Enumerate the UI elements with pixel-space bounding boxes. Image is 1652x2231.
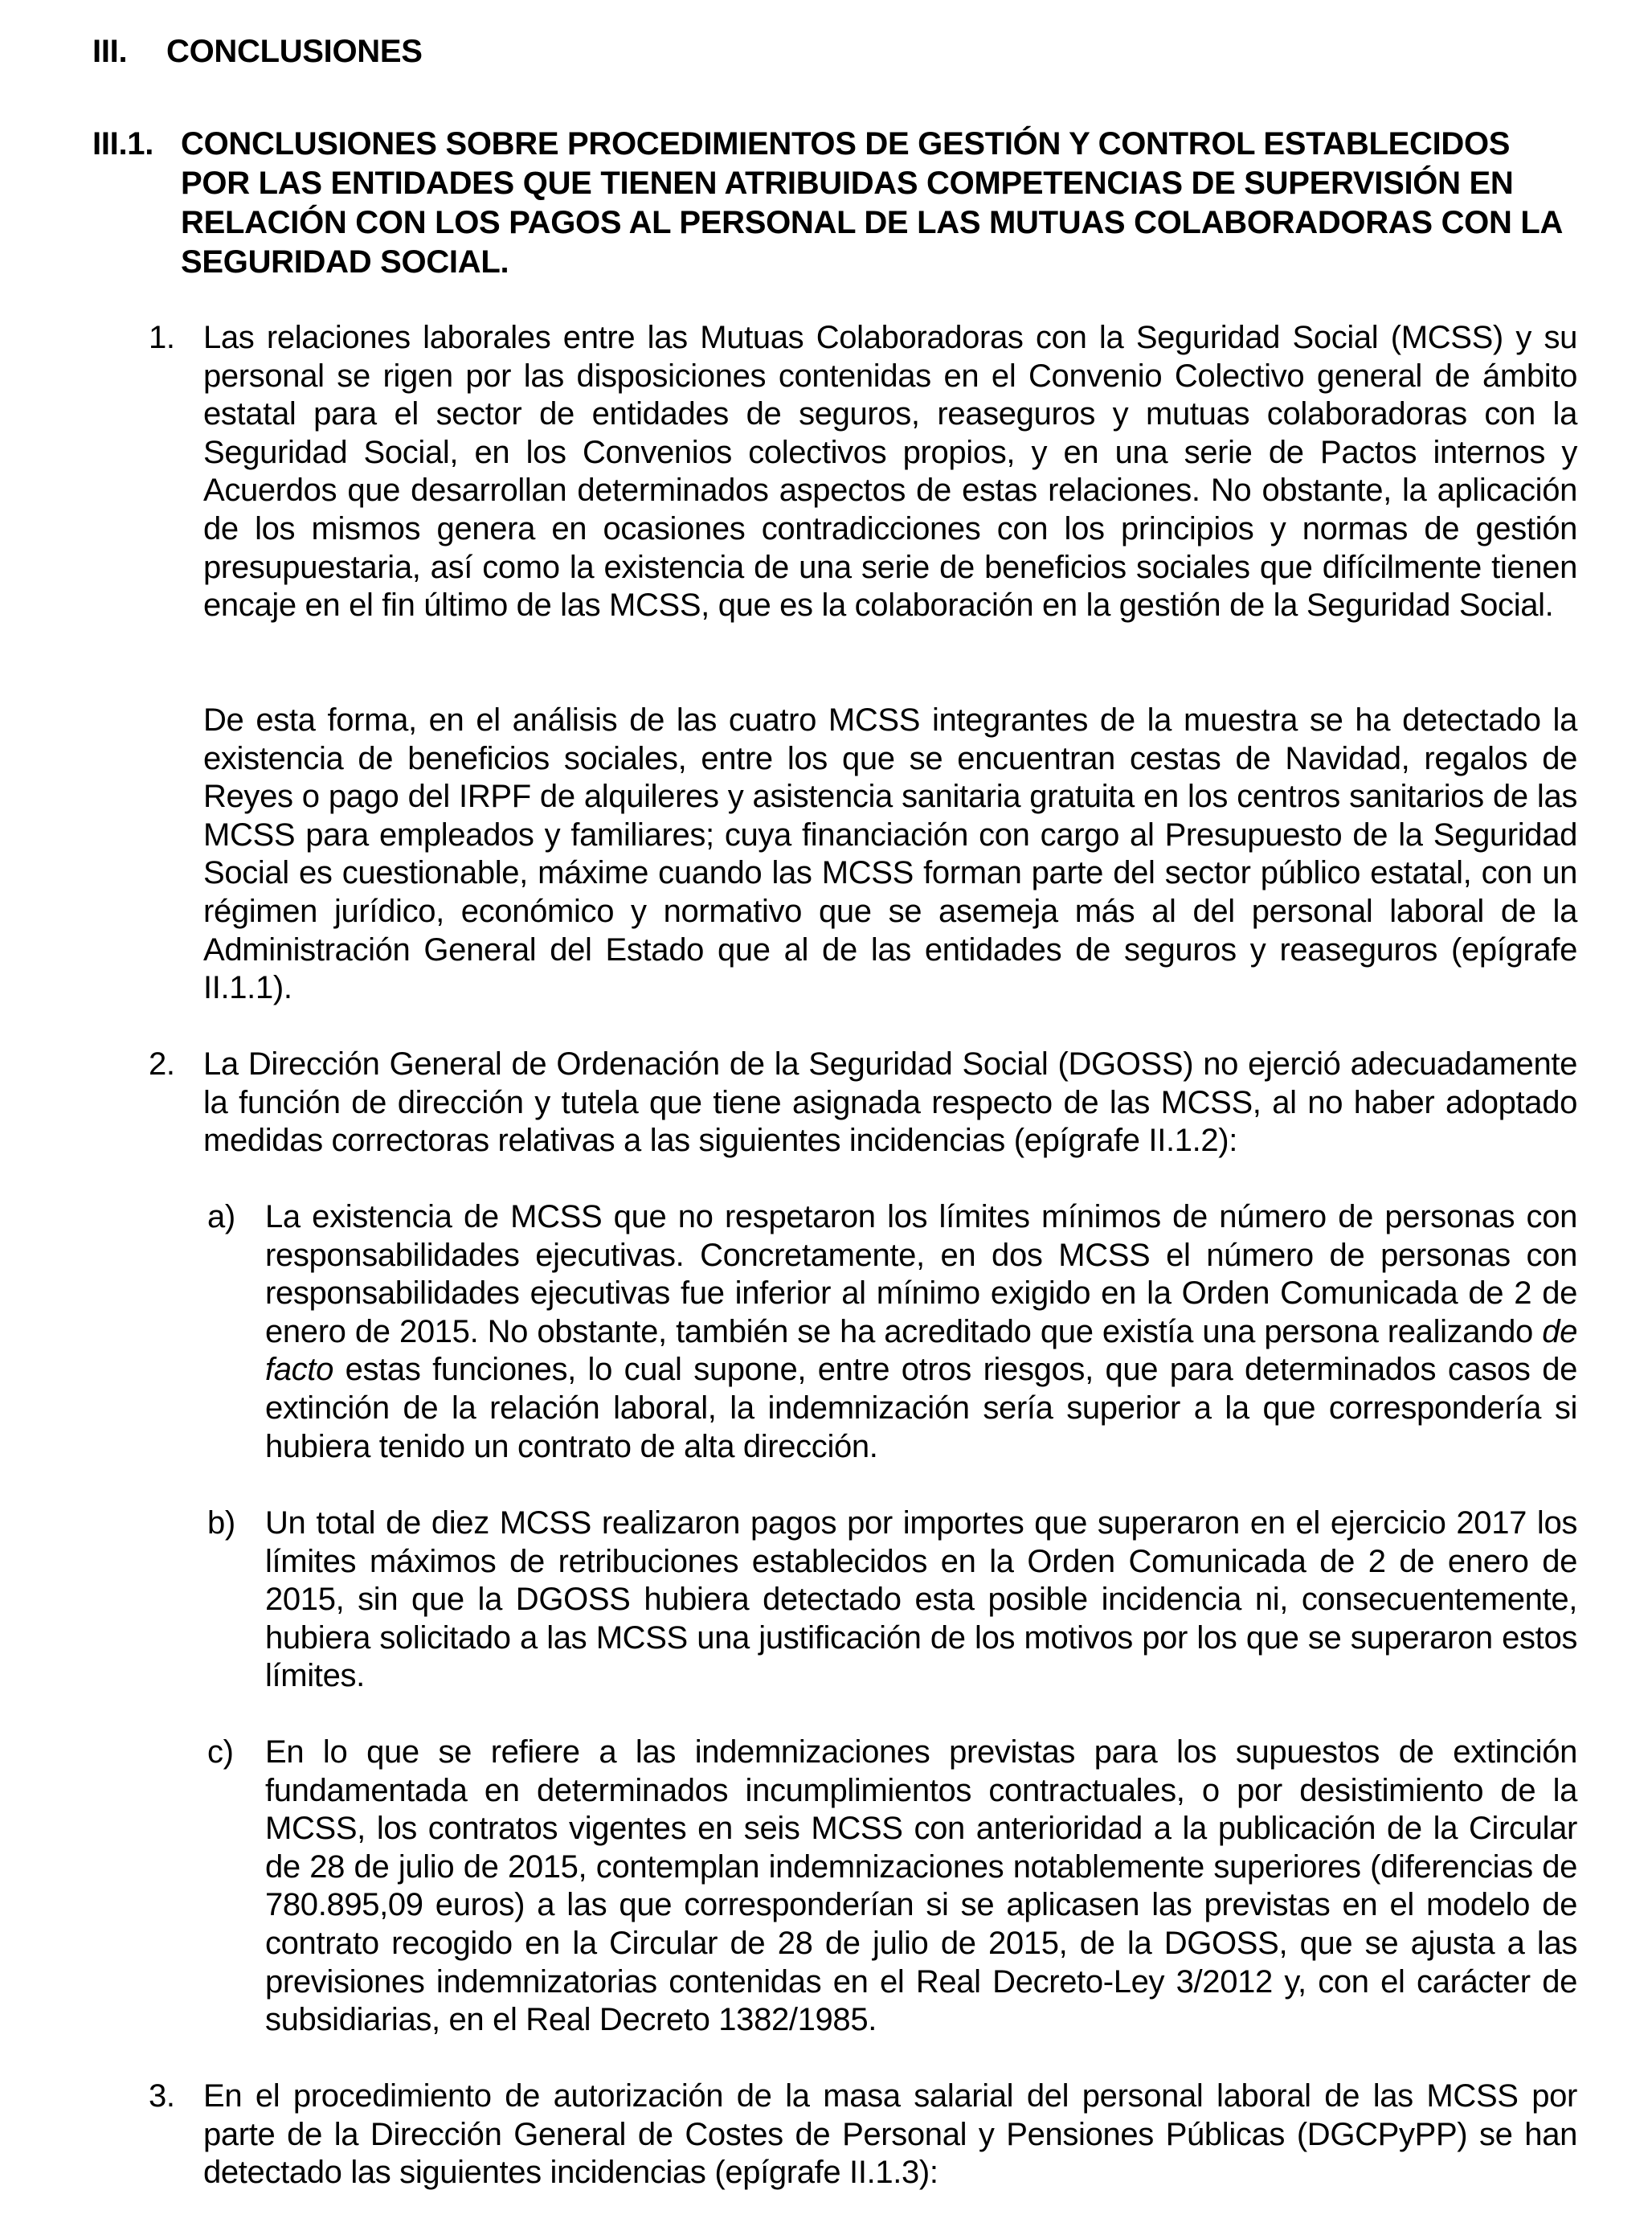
conclusion-item-3 (149, 2077, 1577, 2192)
sub-item-c (207, 1734, 1577, 2040)
sub-item-letter: b) (207, 1505, 235, 1541)
sub-item-letter: a) (207, 1199, 235, 1234)
item-number: 3. (149, 2078, 175, 2114)
sub-item-letter: c) (207, 1734, 234, 1770)
item-number: 1. (149, 320, 175, 355)
item-text: Las relaciones laborales entre las Mutuas Colaboradoras con la Seguridad Social (MCSS) y su personal se rigen por las disposiciones contenidas en el Convenio Colectivo general de ámbito estatal para el sector de entidades de seguros, reaseguros y mutuas colaboradoras con la Seguridad Social, en los Convenios colectivos propios, y en una serie de Pactos internos y Acuerdos que desarrollan determinados aspectos de estas relaciones. No obstante, la aplicación de los mismos genera en ocasiones contradicciones con los principios y normas de gestión presupuestaria, así como la existencia de una serie de beneficios sociales que difícilmente tienen encaje en el fin último de las MCSS, que es la colaboración en la gestión de la Seguridad Social. (203, 320, 1577, 624)
sub-item-text: La existencia de MCSS que no respetaron los límites mínimos de número de personas con responsabilidades ejecutivas. Concretamente, en dos MCSS el número de personas con responsabilidades ejecutivas fue inferior al mínimo exigido en la Orden Comunicada de 2 de enero de 2015. No obstante, también se ha acreditado que existía una persona realizando de facto estas funciones, lo cual supone, entre otros riesgos, que para determinados casos de extinción de la relación laboral, la indemnización sería superior a la que correspondería si hubiera tenido un contrato de alta dirección. (265, 1199, 1577, 1464)
sub-item-a (207, 1198, 1577, 1466)
subsection-title: CONCLUSIONES SOBRE PROCEDIMIENTOS DE GESTIÓN Y CONTROL ESTABLECIDOS POR LAS ENTIDADES QUE TIENEN ATRIBUIDAS COMPETENCIAS DE SUPERVISIÓN EN RELACIÓN CON LOS PAGOS AL PERSONAL DE LAS MUTUAS COLABORADORAS CON LA SEGURIDAD SOCIAL. (181, 126, 1562, 280)
section-number: III. (92, 34, 128, 69)
subsection-number: III.1. (92, 126, 154, 162)
item-text: La Dirección General de Ordenación de la Seguridad Social (DGOSS) no ejerció adecuadamente la función de dirección y tutela que tiene asignada respecto de las MCSS, al no haber adoptado medidas correctoras relativas a las siguientes incidencias (epígrafe II.1.2): (203, 1046, 1577, 1159)
section-heading (92, 32, 423, 71)
subsection-heading (92, 125, 1579, 282)
italic-term: de facto (265, 1313, 1577, 1388)
sub-item-text: En lo que se refiere a las indemnizaciones previstas para los supuestos de extinción fundamentada en determinados incumplimientos contractuales, o por desistimiento de la MCSS, los contratos vigentes en seis MCSS con anterioridad a la publicación de la Circular de 28 de julio de 2015, contemplan indemnizaciones notablemente superiores (diferencias de 780.895,09 euros) a las que corresponderían si se aplicasen las previstas en el modelo de contrato recogido en la Circular de 28 de julio de 2015, de la DGOSS, que se ajusta a las previsiones indemnizatorias contenidas en el Real Decreto-Ley 3/2012 y, con el carácter de subsidiarias, en el Real Decreto 1382/1985. (265, 1734, 1577, 2038)
conclusion-item-1-followup: De esta forma, en el análisis de las cuatro MCSS integrantes de la muestra se ha detectado la existencia de beneficios sociales, entre los que se encuentran cestas de Navidad, regalos de Reyes o pago del IRPF de alquileres y asistencia sanitaria gratuita en los centros sanitarios de las MCSS para empleados y familiares; cuya financiación con cargo al Presupuesto de la Seguridad Social es cuestionable, máxime cuando las MCSS forman parte del sector público estatal, con un régimen jurídico, económico y normativo que se asemeja más al del personal laboral de la Administración General del Estado que al de las entidades de seguros y reaseguros (epígrafe II.1.1). (203, 702, 1577, 1006)
section-title: CONCLUSIONES (166, 34, 423, 69)
conclusion-item-1 (149, 319, 1577, 625)
sub-item-text: Un total de diez MCSS realizaron pagos por importes que superaron en el ejercicio 2017 los límites máximos de retribuciones establecidos en la Orden Comunicada de 2 de enero de 2015, sin que la DGOSS hubiera detectado esta posible incidencia ni, consecuentemente, hubiera solicitado a las MCSS una justificación de los motivos por los que se superaron estos límites. (265, 1505, 1577, 1694)
sub-item-b (207, 1504, 1577, 1696)
item-number: 2. (149, 1046, 175, 1082)
conclusion-item-2 (149, 1046, 1577, 1161)
item-text: En el procedimiento de autorización de la masa salarial del personal laboral de las MCSS por parte de la Dirección General de Costes de Personal y Pensiones Públicas (DGCPyPP) se han detectado las siguientes incidencias (epígrafe II.1.3): (203, 2078, 1577, 2191)
